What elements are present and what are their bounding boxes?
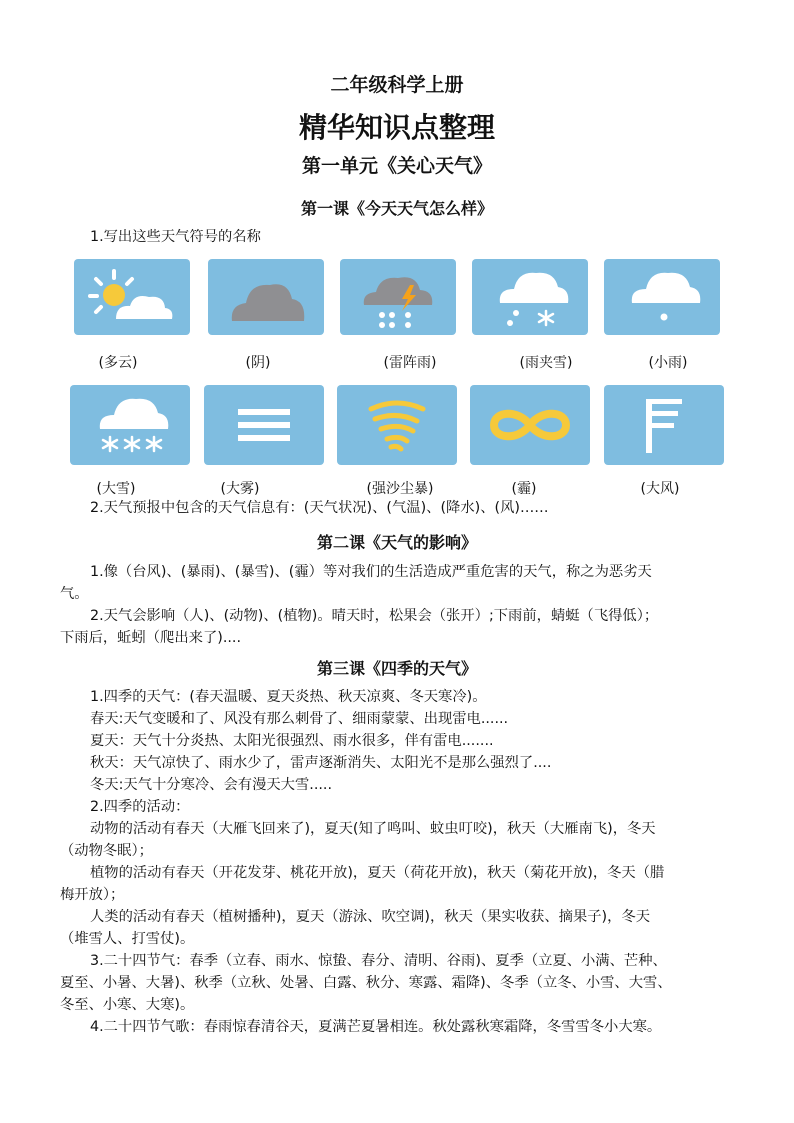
- lesson1-question-2: 2.天气预报中包含的天气信息有：(天气状况)、(气温)、(降水)、(风)……: [90, 500, 549, 516]
- symbol-caption: (大风): [640, 481, 680, 497]
- lesson3-line: （动物冬眠）；: [60, 843, 153, 859]
- lesson3-line: 4.二十四节气歌：春雨惊春清谷天，夏满芒夏暑相连。秋处露秋寒霜降，冬雪雪冬小大寒。: [90, 1019, 662, 1035]
- lesson3-line: 夏至、小暑、大暑)、秋季（立秋、处暑、白露、秋分、寒露、霜降)、冬季（立冬、小雪、大雪、: [60, 975, 672, 991]
- symbol-caption: (大雪): [96, 481, 136, 497]
- strong-wind-icon: [604, 385, 724, 465]
- lesson1-question-1: 1.写出这些天气符号的名称: [90, 229, 261, 245]
- lesson2-title: 第二课《天气的影响》: [316, 533, 477, 552]
- lesson3-line: 人类的活动有春天（植树播种)，夏天（游泳、吹空调)，秋天（果实收获、摘果子)，冬天: [90, 909, 651, 925]
- symbol-caption: (强沙尘暴): [366, 481, 434, 497]
- lesson2-line: 下雨后，蚯蚓（爬出来了)....: [60, 630, 242, 646]
- lesson3-line: 梅开放）；: [60, 887, 125, 903]
- sleet-icon: [472, 259, 588, 335]
- symbol-caption: (多云): [98, 355, 138, 371]
- lesson3-line: 冬至、小寒、大寒)。: [60, 997, 195, 1013]
- lesson3-title: 第三课《四季的天气》: [316, 659, 477, 678]
- lesson3-line: 2.四季的活动：: [90, 799, 190, 815]
- symbol-caption: (阴): [245, 355, 271, 371]
- haze-icon: [470, 385, 590, 465]
- symbol-caption: (小雨): [648, 355, 688, 371]
- symbol-caption: (雨夹雪): [519, 355, 573, 371]
- light-rain-icon: [604, 259, 720, 335]
- symbol-caption: (大雾): [220, 481, 260, 497]
- lesson2-line: 1.像（台风)、(暴雨)、(暴雪)、(霾）等对我们的生活造成严重危害的天气，称之为恶劣天: [90, 564, 652, 580]
- lesson2-line: 2.天气会影响（人)、(动物)、(植物)。晴天时，松果会（张开）;下雨前，蜻蜓（飞得低）；: [90, 608, 659, 624]
- lesson3-line: 春天:天气变暖和了、风没有那么刺骨了、细雨蒙蒙、出现雷电......: [90, 711, 509, 727]
- lesson3-line: 秋天：天气凉快了、雨水少了，雷声逐渐消失、太阳光不是那么强烈了....: [90, 755, 552, 771]
- lesson2-line: 气。: [60, 586, 89, 602]
- lesson3-line: 植物的活动有春天（开花发芽、桃花开放)，夏天（荷花开放)，秋天（菊花开放)，冬天（腊: [90, 865, 665, 881]
- heavy-snow-icon: [70, 385, 190, 465]
- thunder-shower-icon: [340, 259, 456, 335]
- symbol-caption: (雷阵雨): [383, 355, 437, 371]
- grade-title: 二年级科学上册: [330, 74, 464, 96]
- fog-icon: [204, 385, 324, 465]
- lesson3-line: （堆雪人、打雪仗)。: [60, 931, 195, 947]
- symbol-caption: (霾): [511, 481, 537, 497]
- lesson3-line: 1.四季的天气：(春天温暖、夏天炎热、秋天凉爽、冬天寒冷)。: [90, 689, 487, 705]
- sandstorm-icon: [337, 385, 457, 465]
- lesson3-line: 冬天:天气十分寒冷、会有漫天大雪.....: [90, 777, 332, 793]
- unit-title: 第一单元《关心天气》: [301, 155, 492, 177]
- overcast-icon: [208, 259, 324, 335]
- lesson1-title: 第一课《今天天气怎么样》: [300, 199, 493, 218]
- page-title: 精华知识点整理: [298, 111, 495, 144]
- partly-cloudy-icon: [74, 259, 190, 335]
- lesson3-line: 动物的活动有春天（大雁飞回来了)，夏天(知了鸣叫、蚊虫叮咬)，秋天（大雁南飞)，冬天: [90, 821, 656, 837]
- lesson3-line: 3.二十四节气：春季（立春、雨水、惊蛰、春分、清明、谷雨)、夏季（立夏、小满、芒种、: [90, 953, 667, 969]
- lesson3-line: 夏天：天气十分炎热、太阳光很强烈、雨水很多，伴有雷电.......: [90, 733, 494, 749]
